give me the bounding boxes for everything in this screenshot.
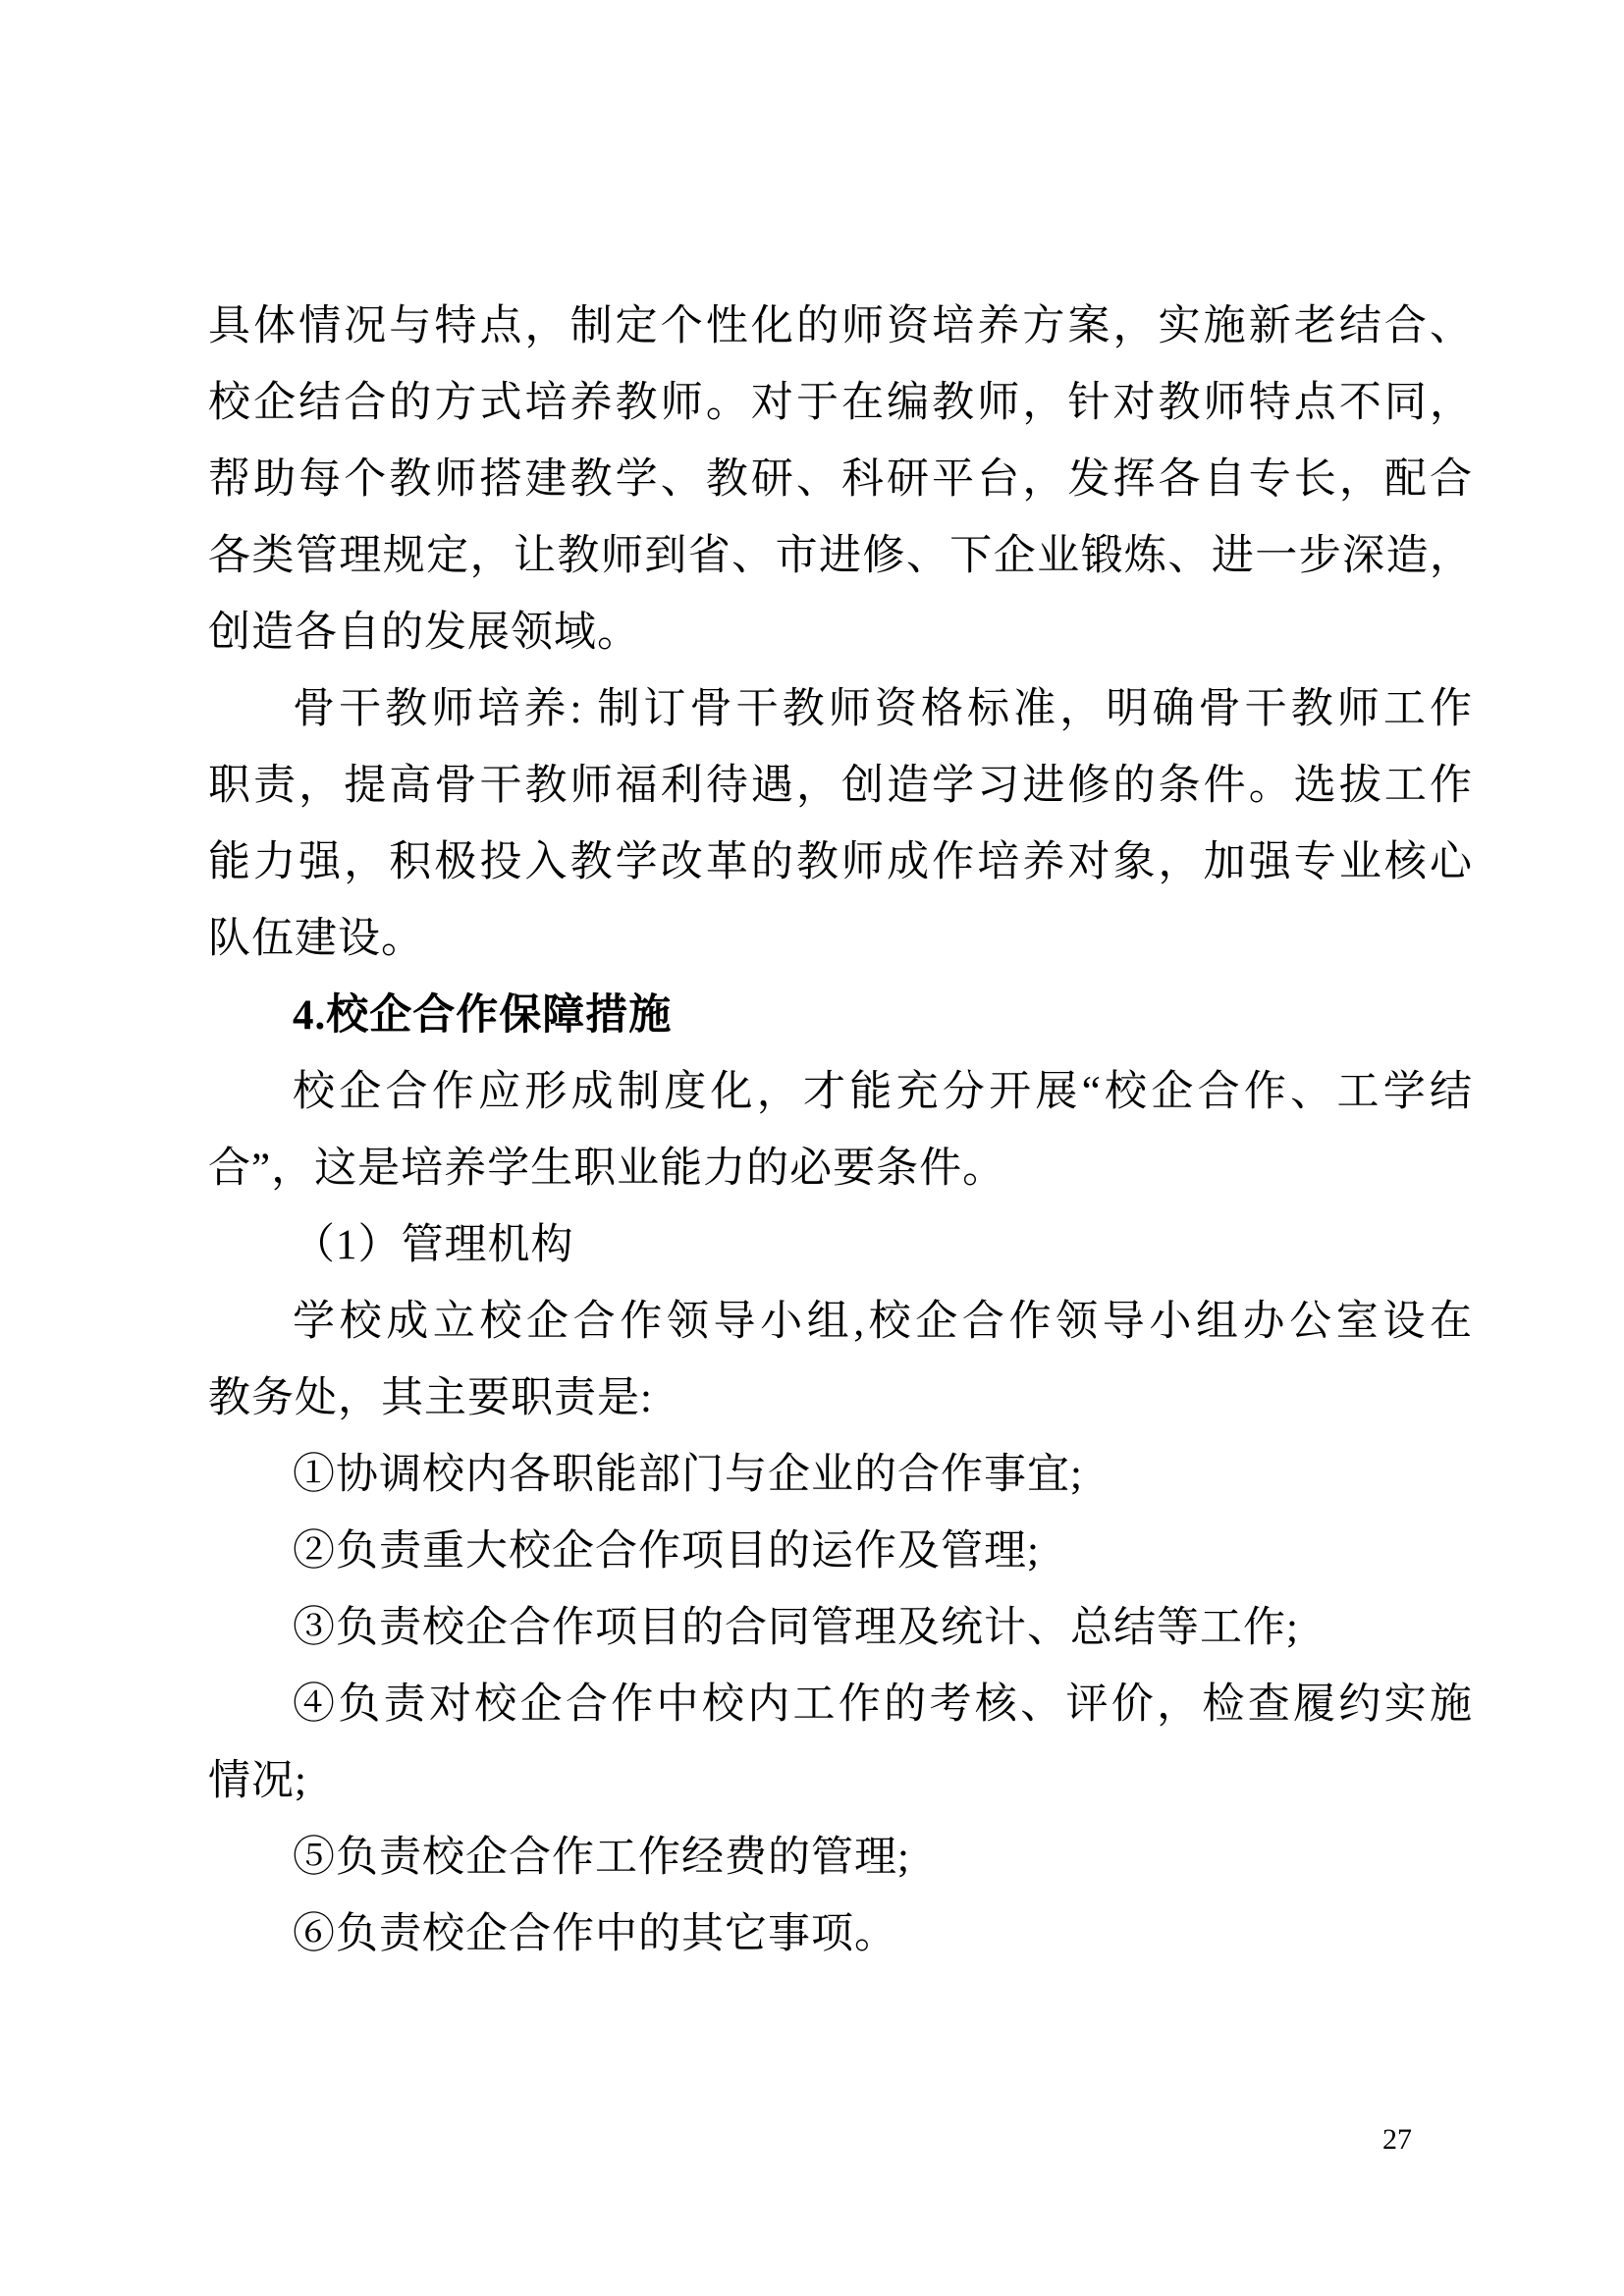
list-item-line: ②负责重大校企合作项目的运作及管理; bbox=[293, 1528, 1040, 1575]
text-line: 各类管理规定，让教师到省、市进修、下企业锻炼、进一步深造， bbox=[208, 533, 1473, 579]
text-line: 学校成立校企合作领导小组,校企合作领导小组办公室设在 bbox=[293, 1299, 1473, 1345]
text-line: 队伍建设。 bbox=[208, 916, 424, 962]
list-item-line: ⑥负责校企合作中的其它事项。 bbox=[293, 1911, 897, 1957]
text-line: 合”，这是培养学生职业能力的必要条件。 bbox=[208, 1146, 1006, 1192]
text-line: 能力强，积极投入教学改革的教师成作培养对象，加强专业核心 bbox=[208, 839, 1473, 885]
list-item-continuation: 情况; bbox=[208, 1758, 307, 1804]
text-line: 教务处，其主要职责是: bbox=[208, 1375, 653, 1421]
text-line: 创造各自的发展领域。 bbox=[208, 610, 640, 656]
subsection-heading: （1）管理机构 bbox=[293, 1222, 574, 1268]
document-body bbox=[208, 289, 1473, 1973]
list-item-line: ①协调校内各职能部门与企业的合作事宜; bbox=[293, 1452, 1083, 1498]
page-number: 27 bbox=[1382, 2123, 1412, 2156]
text-line: 具体情况与特点，制定个性化的师资培养方案，实施新老结合、 bbox=[208, 303, 1473, 349]
text-line: 校企合作应形成制度化，才能充分开展“校企合作、工学结 bbox=[293, 1069, 1473, 1115]
list-item-line: ③负责校企合作项目的合同管理及统计、总结等工作; bbox=[293, 1605, 1299, 1651]
text-line: 职责，提高骨干教师福利待遇，创造学习进修的条件。选拔工作 bbox=[208, 763, 1473, 809]
list-item-line: ④负责对校企合作中校内工作的考核、评价，检查履约实施 bbox=[293, 1682, 1473, 1728]
text-line: 骨干教师培养: 制订骨干教师资格标准，明确骨干教师工作 bbox=[293, 686, 1473, 732]
text-line: 帮助每个教师搭建教学、教研、科研平台，发挥各自专长，配合 bbox=[208, 456, 1473, 503]
text-line: 校企结合的方式培养教师。对于在编教师，针对教师特点不同， bbox=[208, 380, 1473, 426]
list-item-line: ⑤负责校企合作工作经费的管理; bbox=[293, 1835, 910, 1881]
section-heading: 4.校企合作保障措施 bbox=[293, 992, 673, 1039]
